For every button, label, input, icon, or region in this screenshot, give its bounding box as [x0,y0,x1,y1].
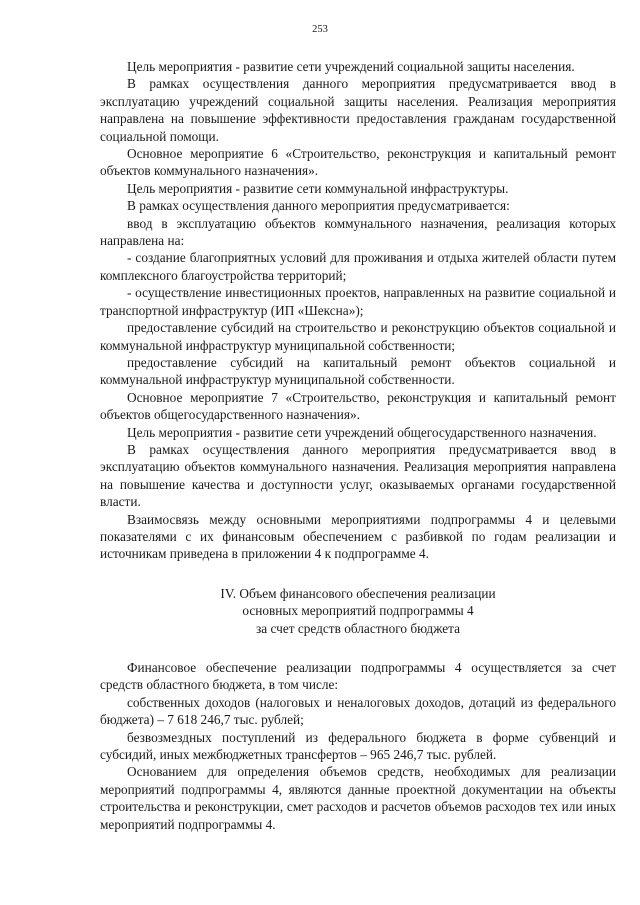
paragraph-repair-subsidies: предоставление субсидий на капитальный ремонт объектов социальной и коммунальной инфраструктур муниципальной собственности. [100,354,616,388]
paragraph-federal-transfers: безвозмездных поступлений из федерального бюджета в форме субвенций и субсидий, иных межбюджетных трансфертов – 965 246,7 тыс. рублей. [100,729,616,763]
paragraph-activity-provides: В рамках осуществления данного мероприятия предусматривается: [127,198,510,214]
paragraph-main-activity-6: Основное мероприятие 6 «Строительство, реконструкция и капитальный ремонт объектов коммунального назначения». [100,146,616,179]
section-heading-line-2: основных мероприятий подпрограммы 4 [242,603,474,619]
section-heading [100,585,616,637]
paragraph-own-revenues: собственных доходов (налоговых и неналоговых доходов, дотаций из федерального бюджета) – 7 618 246,7 тыс. рублей; [100,694,616,728]
paragraph-construction-subsidies: предоставление субсидий на строительство и реконструкцию объектов социальной и коммунальной инфраструктур муниципальной собственности; [100,320,616,353]
section-heading-line-3: за счет средств областного бюджета [256,620,460,636]
paragraph-financing: Финансовое обеспечение реализации подпрограммы 4 осуществляется за счет средств областного бюджета, в том числе: [100,660,616,693]
section-heading-line-1: IV. Объем финансового обеспечения реализации [220,585,496,601]
paragraph-social-commissioning: В рамках осуществления данного мероприятия предусматривается ввод в эксплуатацию учреждений социальной защиты населения. Реализация мероприятия направлена на повышение эффективности предоставления гражданам государственной социальной помощи. [100,76,616,144]
paragraph-goal-state: Цель мероприятия - развитие сети учреждений общегосударственного назначения. [127,424,597,440]
paragraph-goal-social: Цель мероприятия - развитие сети учреждений социальной защиты населения. [127,59,575,74]
page-number: 253 [312,24,328,35]
paragraph-communal-commissioning: ввод в эксплуатацию объектов коммунального назначения, реализация которых направлена на: [100,215,616,249]
paragraph-basis: Основанием для определения объемов средств, необходимых для реализации мероприятий подпрограммы 4, являются данные проектной документации на объекты строительства и реконструкции, смет расходов и расчетов объемов расходов тех или иных мероприятий подпрограммы 4. [100,764,616,832]
paragraph-interrelation: Взаимосвязь между основными мероприятиями подпрограммы 4 и целевыми показателями с их финансовым обеспечением с разбивкой по годам реализации и источникам приведена в приложении 4 к подпрограмме 4. [100,511,616,562]
document-body [100,58,616,833]
paragraph-state-commissioning: В рамках осуществления данного мероприятия предусматривается ввод в эксплуатацию объектов коммунального назначения. Реализация мероприятия направлена на повышение качества и доступности услуг, оказываемых органами государственной власти. [100,441,616,510]
paragraph-improvement: - создание благоприятных условий для проживания и отдыха жителей области путем комплексного благоустройства территорий; [100,250,616,283]
paragraph-main-activity-7: Основное мероприятие 7 «Строительство, реконструкция и капитальный ремонт объектов общегосударственного назначения». [100,389,616,423]
paragraph-goal-communal: Цель мероприятия - развитие сети коммунальной инфраструктуры. [127,180,509,196]
paragraph-investment-projects: - осуществление инвестиционных проектов, направленных на развитие социальной и транспортной инфраструктур (ИП «Шексна»); [100,285,616,318]
